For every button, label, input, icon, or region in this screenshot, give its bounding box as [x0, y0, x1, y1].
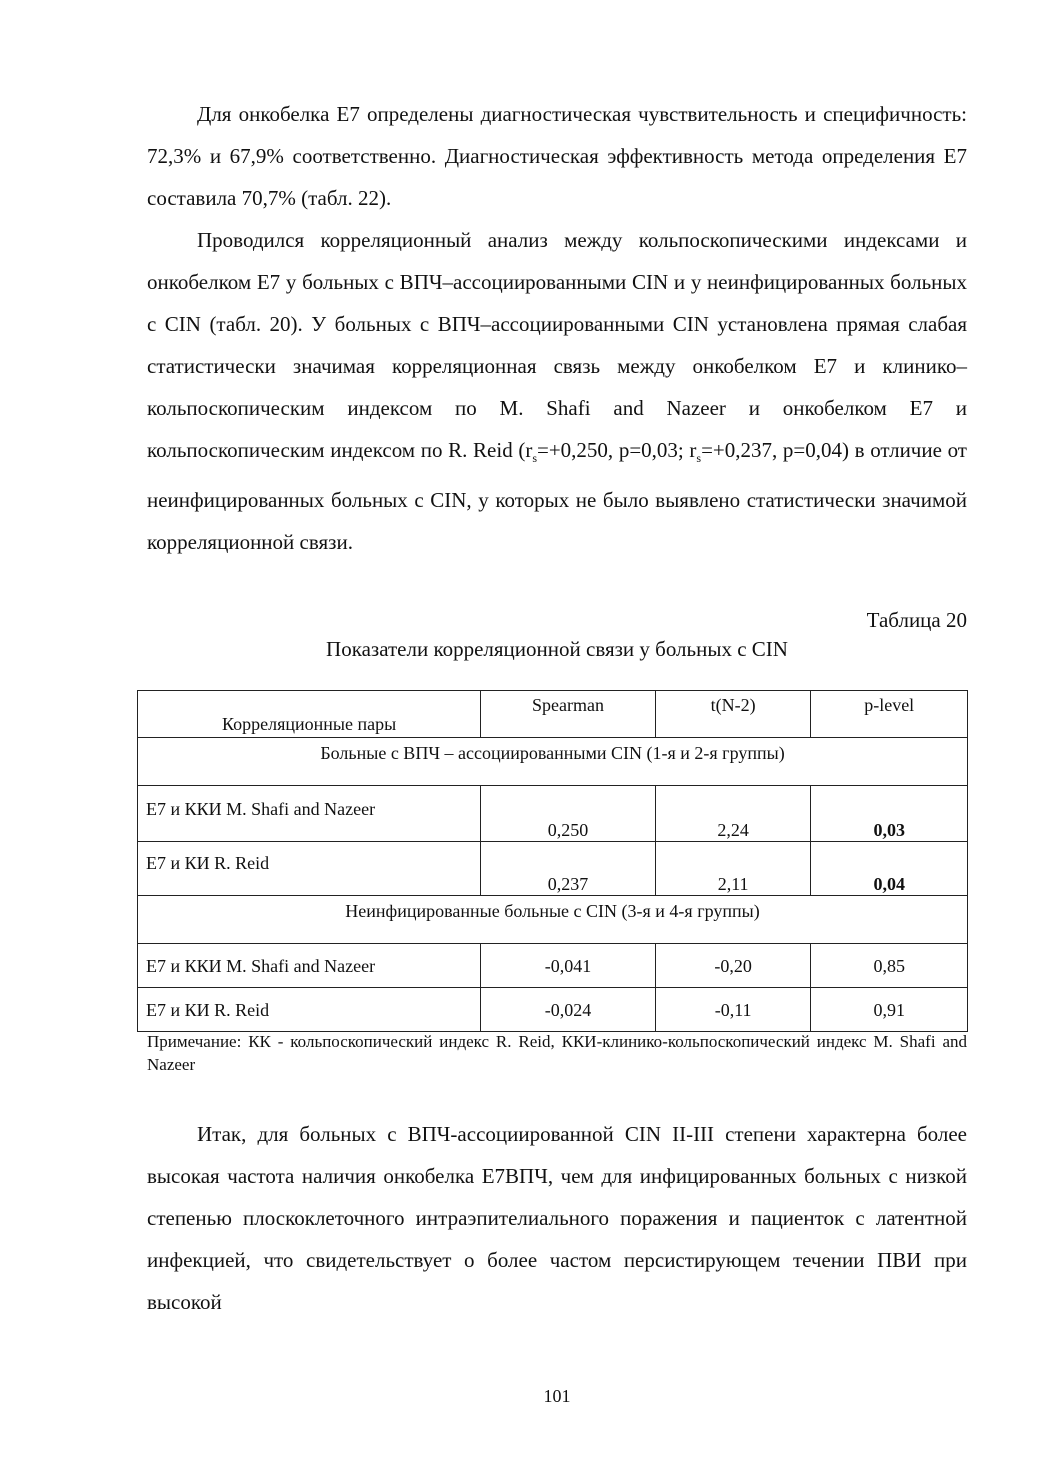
header-spearman: Spearman	[481, 691, 656, 738]
pair-cell: Е7 и ККИ M. Shafi and Nazeer	[138, 944, 481, 988]
paragraph-diagnostic-sensitivity: Для онкобелка Е7 определены диагностическая чувствительность и специфичность: 72,3% и 67,9% соответственно. Диагностическая эффективность метода определения Е7 составила 70,7% (табл. 22).	[147, 102, 967, 210]
p-cell: 0,91	[811, 988, 968, 1032]
page-number: 101	[543, 1386, 571, 1406]
table-row	[138, 944, 968, 988]
p-cell: 0,04	[811, 842, 968, 896]
paragraph-text: =+0,237, p=0,04) в отличие от неинфицированных больных с CIN, у которых не было выявлено статистически значимой корреляционной связи.	[147, 438, 967, 555]
pair-cell: Е7 и КИ R. Reid	[138, 842, 481, 896]
t-cell: -0,11	[655, 988, 811, 1032]
table-row	[138, 988, 968, 1032]
correlation-table	[137, 690, 968, 1032]
table-row	[138, 842, 968, 896]
header-p-level: p-level	[811, 691, 968, 738]
t-cell: 2,11	[655, 842, 811, 896]
p-cell: 0,03	[811, 786, 968, 842]
header-pairs: Корреляционные пары	[138, 691, 481, 738]
table-row	[138, 786, 968, 842]
header-t: t(N-2)	[655, 691, 811, 738]
table-label: Таблица 20	[866, 608, 967, 632]
spearman-cell: 0,237	[481, 842, 656, 896]
t-cell: -0,20	[655, 944, 811, 988]
paragraph-correlation-analysis	[147, 219, 967, 563]
group-hpv-associated: Больные с ВПЧ – ассоциированными CIN (1-я и 2-я группы)	[138, 738, 968, 786]
paragraph-conclusion: Итак, для больных с ВПЧ-ассоциированной CIN II-III степени характерна более высокая частота наличия онкобелка Е7ВПЧ, чем для инфицированных больных с низкой степенью плоскоклеточного интраэпителиального поражения и пациенток с латентной инфекцией, что свидетельствует о более частом персистирующем течении ПВИ при высокой	[147, 1122, 967, 1314]
pair-cell: Е7 и КИ R. Reid	[138, 988, 481, 1032]
paragraph-text: =+0,250, p=0,03; r	[537, 438, 697, 462]
table-note: Примечание: КК - кольпоскопический индекс R. Reid, ККИ-клинико-кольпоскопический индекс M. Shafi and Nazeer	[147, 1032, 967, 1074]
table-header-row	[138, 691, 968, 738]
subscript-s: s	[696, 451, 702, 466]
pair-cell: Е7 и ККИ M. Shafi and Nazeer	[138, 786, 481, 842]
table-group-row	[138, 896, 968, 944]
paragraph-text: Проводился корреляционный анализ между кольпоскопическими индексами и онкобелком Е7 у больных с ВПЧ–ассоциированными CIN и у неинфицированных больных с CIN (табл. 20). У больных с ВПЧ–ассоциированными CIN установлена прямая слабая статистически значимая корреляционная связь между онкобелком Е7 и клинико–кольпоскопическим индексом по M. Shafi and Nazeer и онкобелком Е7 и кольпоскопическим индексом по R. Reid (r	[147, 228, 967, 462]
group-uninfected: Неинфицированные больные с CIN (3-я и 4-я группы)	[138, 896, 968, 944]
subscript-s: s	[532, 451, 537, 466]
table-group-row	[138, 738, 968, 786]
spearman-cell: -0,024	[481, 988, 656, 1032]
table-title: Показатели корреляционной связи у больных с CIN	[326, 637, 788, 661]
p-cell: 0,85	[811, 944, 968, 988]
spearman-cell: -0,041	[481, 944, 656, 988]
t-cell: 2,24	[655, 786, 811, 842]
spearman-cell: 0,250	[481, 786, 656, 842]
